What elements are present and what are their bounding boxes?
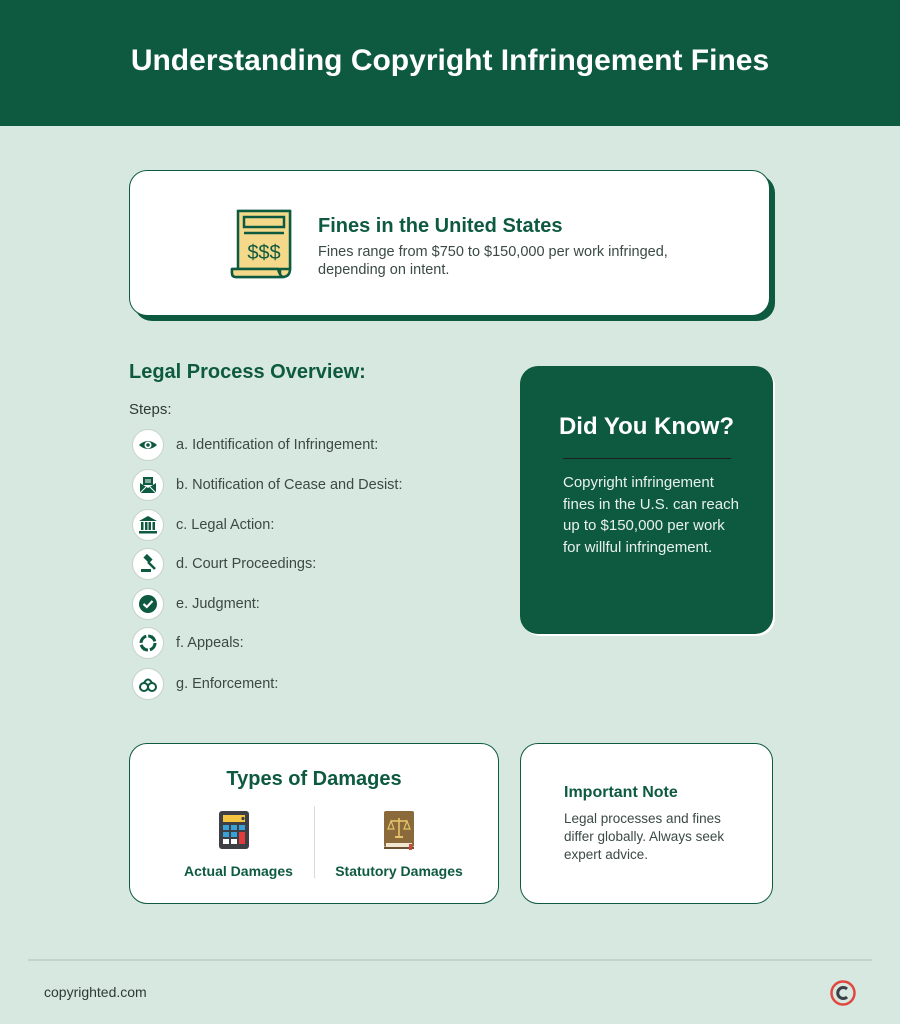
step-label: a. Identification of Infringement: — [176, 437, 379, 453]
step-item — [132, 428, 378, 462]
check-circle-icon — [132, 588, 164, 620]
courthouse-icon — [132, 509, 164, 541]
gavel-icon — [132, 548, 164, 580]
page-title: Understanding Copyright Infringement Fines — [130, 44, 770, 77]
damage-item-actual — [184, 810, 293, 879]
did-you-know-text: Copyright infringement fines in the U.S. can reach up to $150,000 per work for willful infringement. — [563, 474, 739, 556]
eye-icon — [132, 429, 164, 461]
damage-label: Statutory Damages — [335, 863, 463, 879]
step-item — [132, 508, 274, 542]
note-title: Important Note — [564, 784, 678, 801]
step-label: b. Notification of Cease and Desist: — [176, 477, 403, 493]
step-item — [132, 547, 316, 581]
invoice-dollar-icon — [230, 207, 296, 281]
damage-label: Actual Damages — [184, 863, 293, 879]
divider — [563, 458, 731, 459]
did-you-know-title: Did You Know? — [558, 413, 735, 440]
fines-description: Fines range from $750 to $150,000 per work infringed, depending on intent. — [318, 244, 668, 278]
calculator-icon — [218, 810, 250, 850]
note-text: Legal processes and fines differ globally. Always seek expert advice. — [564, 811, 725, 862]
did-you-know-card — [520, 366, 773, 634]
page-header — [0, 0, 900, 126]
copyright-logo-icon — [830, 980, 856, 1006]
step-item — [132, 667, 278, 701]
damages-title: Types of Damages — [226, 768, 402, 790]
step-label: f. Appeals: — [176, 635, 244, 651]
step-label: d. Court Proceedings: — [176, 556, 317, 572]
fines-title: Fines in the United States — [318, 215, 563, 237]
step-label: g. Enforcement: — [176, 676, 279, 692]
footer-site: copyrighted.com — [44, 984, 147, 1000]
damage-item-statutory — [334, 810, 464, 879]
fines-card — [129, 170, 770, 316]
law-book-icon — [383, 810, 415, 850]
step-label: e. Judgment: — [176, 596, 260, 612]
handcuffs-icon — [132, 668, 164, 700]
cycle-arrows-icon — [132, 627, 164, 659]
steps-label: Steps: — [129, 401, 172, 418]
footer-divider — [28, 959, 872, 961]
step-item — [132, 587, 260, 621]
envelope-icon — [132, 469, 164, 501]
step-item — [132, 626, 244, 660]
damages-card — [129, 743, 499, 904]
step-item — [132, 468, 402, 502]
legal-process-title: Legal Process Overview: — [129, 361, 366, 383]
divider — [314, 806, 315, 878]
step-label: c. Legal Action: — [176, 517, 275, 533]
svg-text:$$$: $$$ — [247, 242, 281, 264]
important-note-card — [520, 743, 773, 904]
